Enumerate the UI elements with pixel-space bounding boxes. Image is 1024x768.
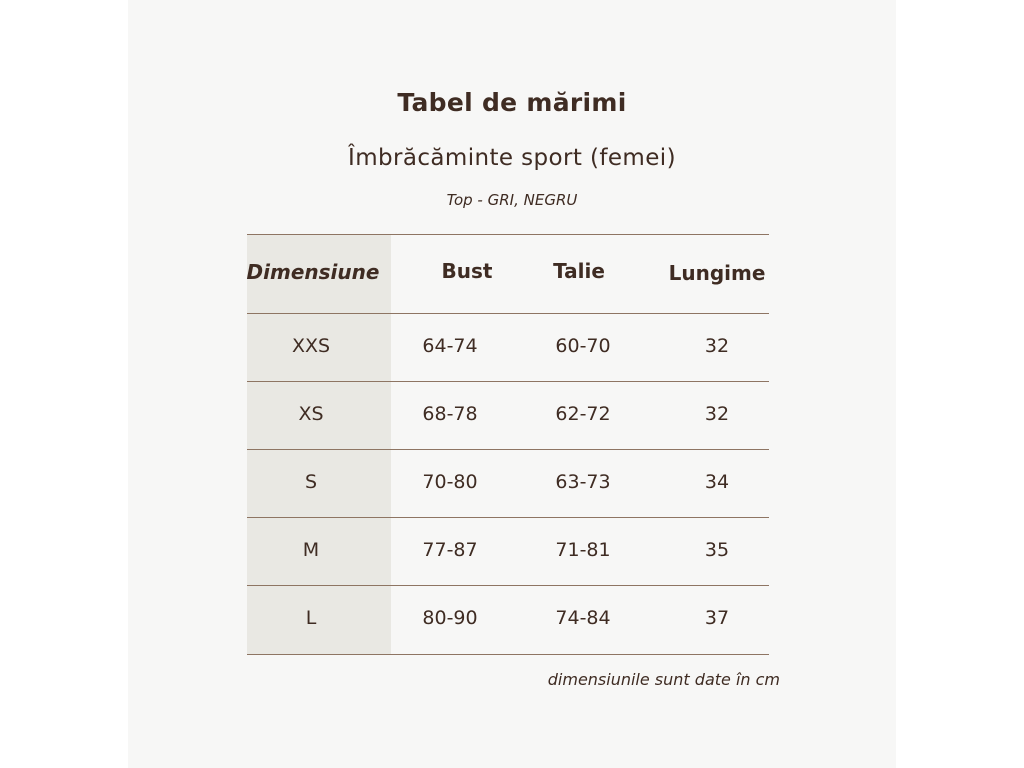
column-header-talie: Talie bbox=[553, 259, 605, 283]
table-cell-bust: 70-80 bbox=[422, 471, 478, 493]
table-cell-bust: 77-87 bbox=[422, 539, 478, 561]
table-cell-talie: 63-73 bbox=[555, 471, 611, 493]
table-cell-bust: 80-90 bbox=[422, 607, 478, 629]
table-cell-bust: 68-78 bbox=[422, 403, 478, 425]
table-cell-talie: 62-72 bbox=[555, 403, 611, 425]
product-label: Top - GRI, NEGRU bbox=[446, 191, 578, 209]
table-cell-size: XXS bbox=[291, 335, 331, 357]
table-cell-talie: 60-70 bbox=[555, 335, 611, 357]
table-rule bbox=[247, 449, 769, 450]
table-rule-header bbox=[247, 313, 769, 314]
table-cell-talie: 74-84 bbox=[555, 607, 611, 629]
table-cell-bust: 64-74 bbox=[422, 335, 478, 357]
units-footnote: dimensiunile sunt date în cm bbox=[547, 670, 780, 689]
table-rule-bottom bbox=[247, 654, 769, 655]
table-rule bbox=[247, 585, 769, 586]
table-cell-size: M bbox=[302, 539, 320, 561]
table-cell-talie: 71-81 bbox=[555, 539, 611, 561]
table-rule-top bbox=[247, 234, 769, 235]
table-cell-lungime: 34 bbox=[704, 471, 730, 493]
page-title: Tabel de mărimi bbox=[397, 88, 627, 117]
column-header-lungime: Lungime bbox=[668, 261, 766, 285]
table-rule bbox=[247, 381, 769, 382]
table-cell-lungime: 32 bbox=[704, 335, 730, 357]
category-subtitle: Îmbrăcăminte sport (femei) bbox=[348, 145, 676, 171]
first-column-shading bbox=[247, 234, 391, 655]
table-cell-lungime: 35 bbox=[704, 539, 730, 561]
table-cell-size: S bbox=[304, 471, 318, 493]
column-header-bust: Bust bbox=[441, 259, 493, 283]
table-cell-size: L bbox=[305, 607, 317, 629]
column-header-dimensiune: Dimensiune bbox=[246, 260, 380, 284]
size-chart-page bbox=[128, 0, 896, 768]
table-cell-size: XS bbox=[298, 403, 324, 425]
table-cell-lungime: 32 bbox=[704, 403, 730, 425]
size-table bbox=[247, 234, 769, 655]
table-rule bbox=[247, 517, 769, 518]
table-cell-lungime: 37 bbox=[704, 607, 730, 629]
